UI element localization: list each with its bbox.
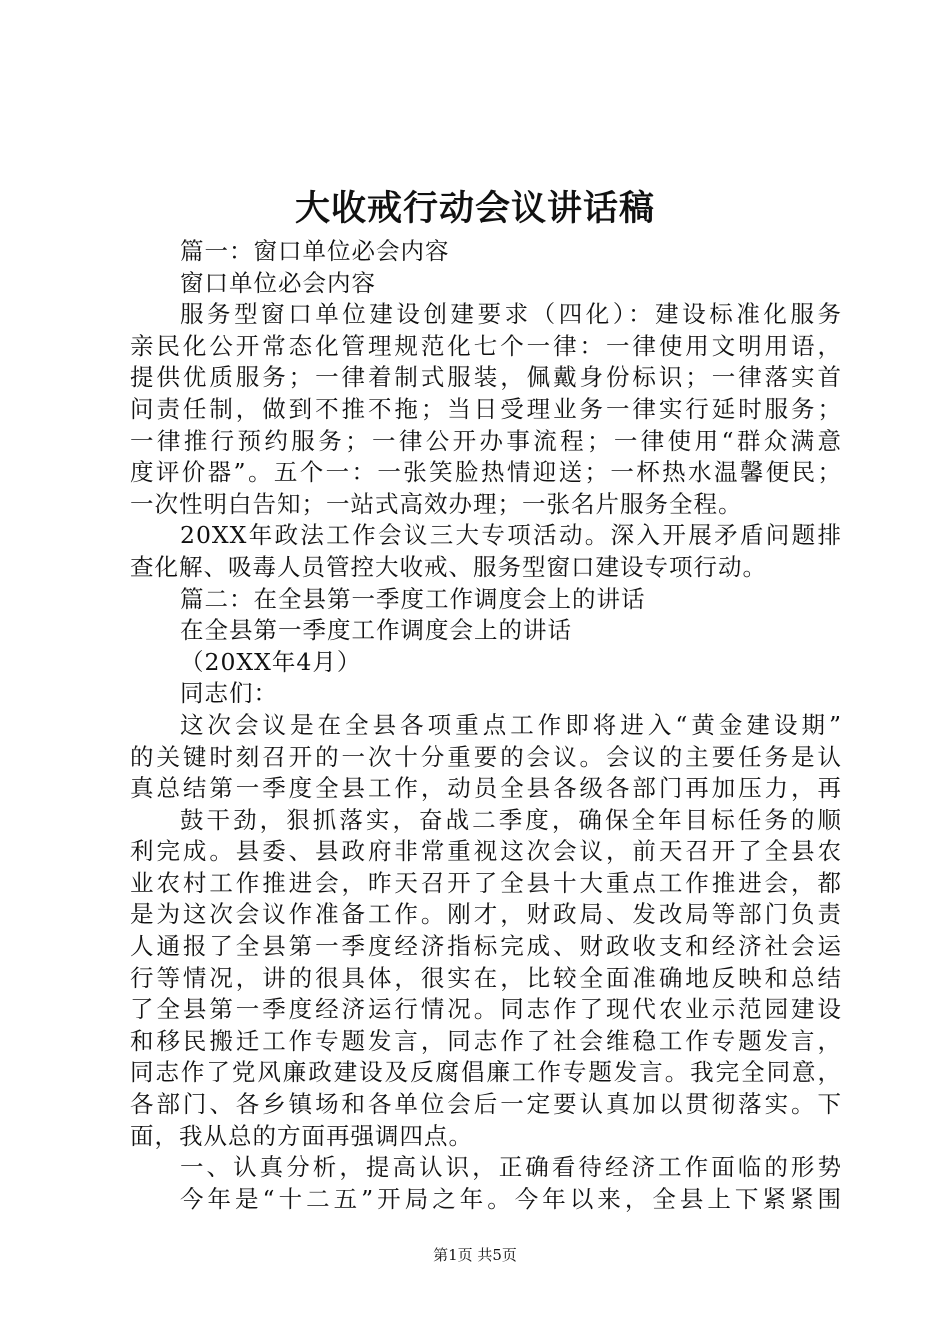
text-line: 是为这次会议作准备工作。刚才，财政局、发改局等部门负责	[130, 900, 842, 929]
text-line: 一、认真分析，提高认识，正确看待经济工作面临的形势	[180, 1153, 842, 1182]
text-line: 鼓干劲，狠抓落实，奋战二季度，确保全年目标任务的顺	[180, 805, 842, 834]
text-line: 和移民搬迁工作专题发言，同志作了社会维稳工作专题发言，	[130, 1026, 842, 1055]
text-line: 服务型窗口单位建设创建要求（四化）：建设标准化服务	[180, 300, 842, 329]
text-line: 的关键时刻召开的一次十分重要的会议。会议的主要任务是认	[130, 742, 842, 771]
text-line: 同志作了党风廉政建设及反腐倡廉工作专题发言。我完全同意，	[130, 1058, 842, 1087]
text-line: 一律推行预约服务；一律公开办事流程；一律使用“群众满意	[130, 426, 842, 455]
text-line: 窗口单位必会内容	[180, 268, 376, 297]
text-line: 同志们：	[180, 679, 278, 708]
text-line: 这次会议是在全县各项重点工作即将进入“黄金建设期”	[180, 710, 842, 739]
text-line: （20XX年4月）	[180, 647, 362, 676]
text-line: 今年是“十二五”开局之年。今年以来，全县上下紧紧围	[180, 1184, 842, 1213]
document-title: 大收戒行动会议讲话稿	[294, 188, 655, 229]
text-line: 业农村工作推进会，昨天召开了全县十大重点工作推进会，都	[130, 868, 842, 897]
text-line: 亲民化公开常态化管理规范化七个一律：一律使用文明用语，	[130, 331, 842, 360]
text-line: 20XX年政法工作会议三大专项活动。深入开展矛盾问题排	[180, 521, 842, 550]
page-footer: 第1页 共5页	[433, 1246, 517, 1264]
text-line: 在全县第一季度工作调度会上的讲话	[180, 616, 572, 645]
text-line: 行等情况，讲的很具体，很实在，比较全面准确地反映和总结	[130, 963, 842, 992]
text-line: 各部门、各乡镇场和各单位会后一定要认真加以贯彻落实。下	[130, 1090, 842, 1119]
text-line: 利完成。县委、县政府非常重视这次会议，前天召开了全县农	[130, 837, 842, 866]
text-line: 篇一：窗口单位必会内容	[180, 237, 450, 265]
text-line: 篇二：在全县第一季度工作调度会上的讲话	[180, 584, 646, 613]
text-line: 面，我从总的方面再强调四点。	[130, 1121, 473, 1150]
text-line: 问责任制，做到不推不拖；当日受理业务一律实行延时服务；	[130, 394, 842, 423]
text-line: 度评价器”。五个一：一张笑脸热情迎送；一杯热水温馨便民；	[130, 458, 842, 487]
text-line: 提供优质服务；一律着制式服装，佩戴身份标识；一律落实首	[130, 363, 842, 392]
text-line: 了全县第一季度经济运行情况。同志作了现代农业示范园建设	[130, 995, 842, 1024]
text-line: 查化解、吸毒人员管控大收戒、服务型窗口建设专项行动。	[130, 552, 767, 581]
text-line: 人通报了全县第一季度经济指标完成、财政收支和经济社会运	[130, 932, 842, 961]
text-line: 真总结第一季度全县工作，动员全县各级各部门再加压力，再	[130, 774, 842, 803]
document-body	[130, 236, 842, 1215]
text-line: 一次性明白告知；一站式高效办理；一张名片服务全程。	[130, 489, 743, 518]
